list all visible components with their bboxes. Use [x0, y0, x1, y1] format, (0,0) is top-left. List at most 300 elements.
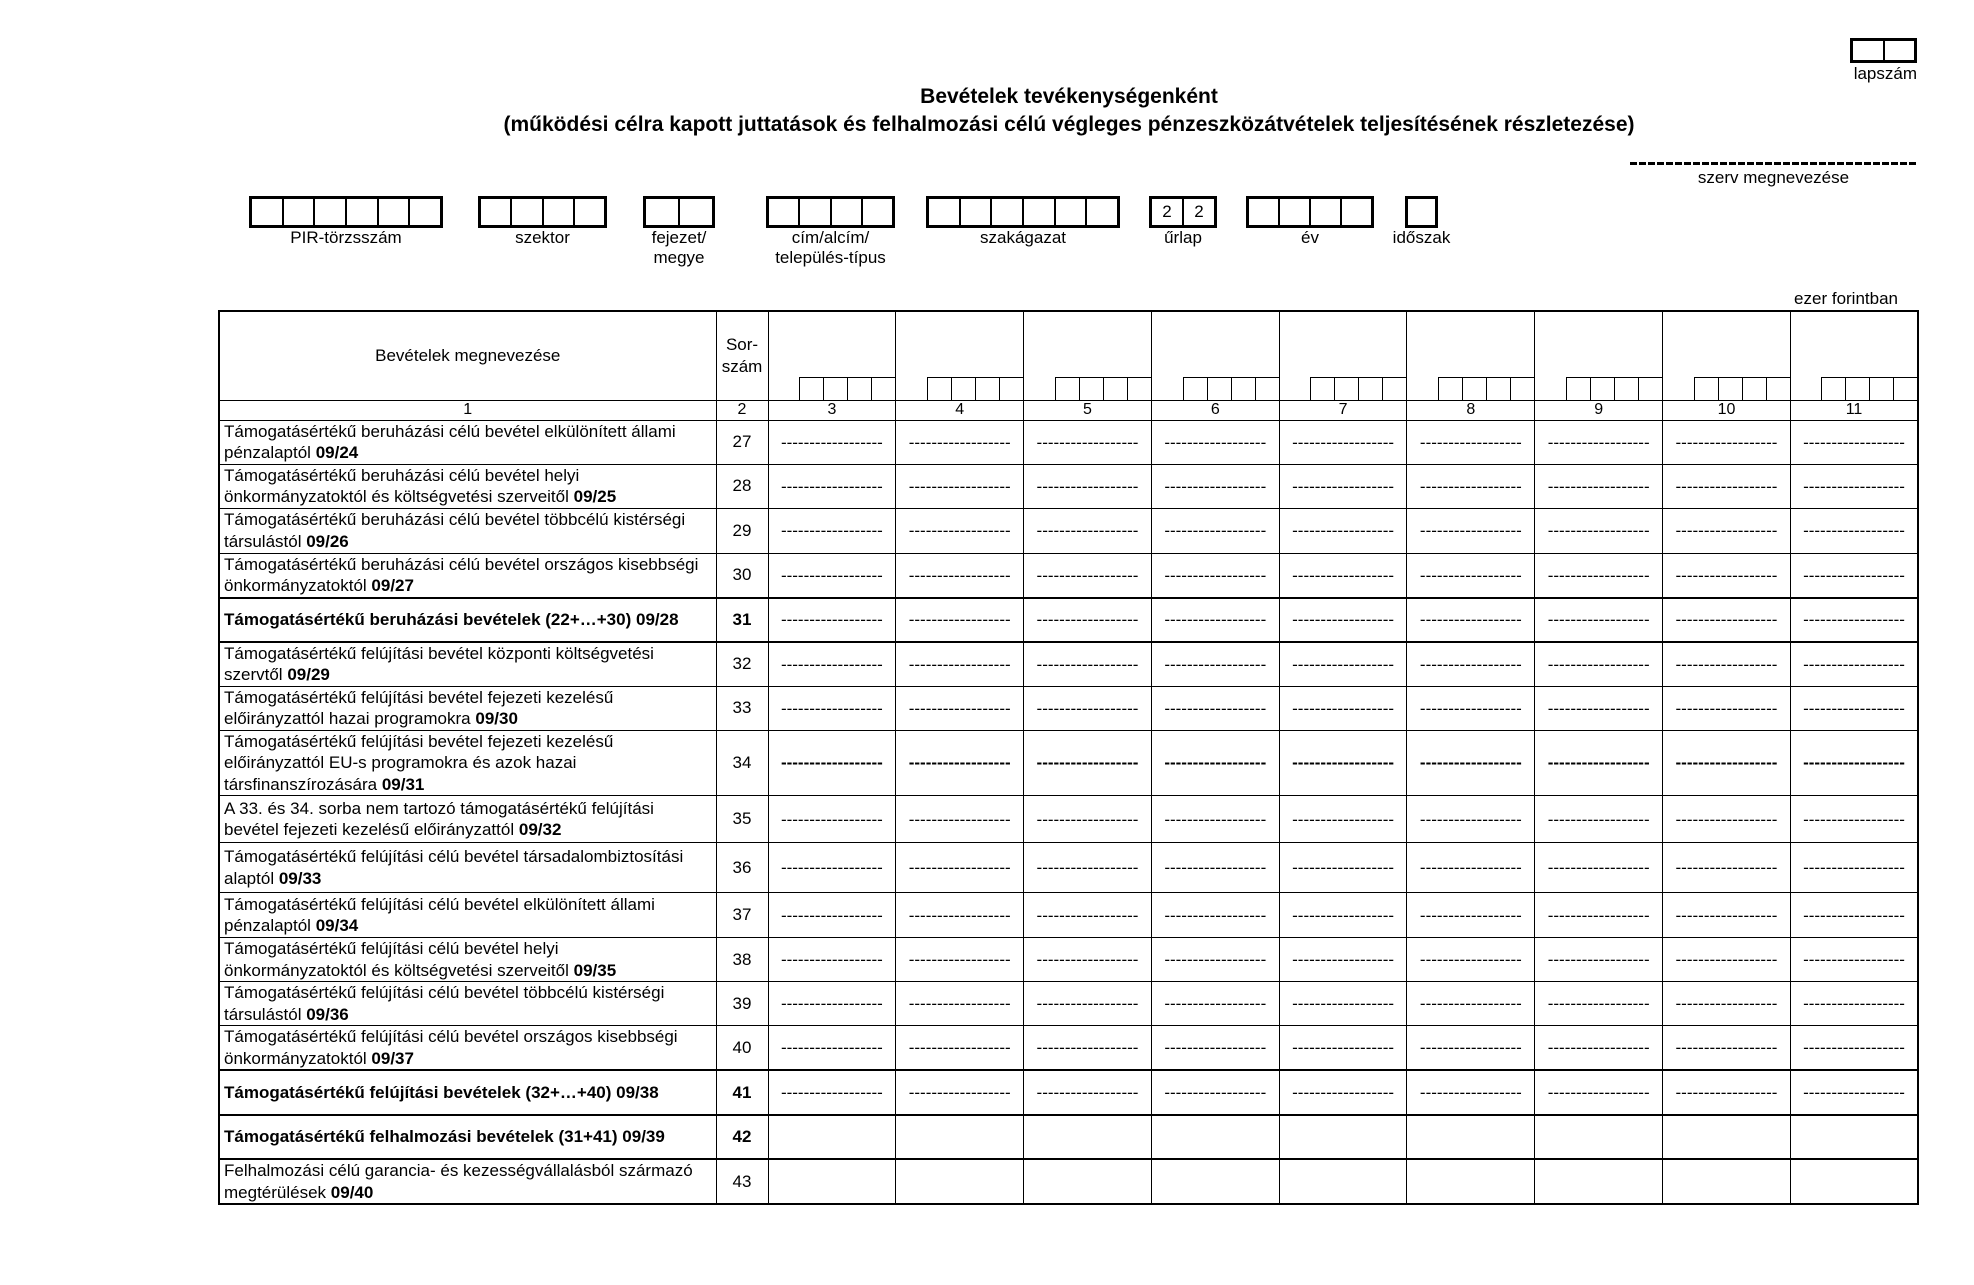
empty-value-mark: ------------------ — [1547, 1039, 1650, 1056]
column-code-digit-input[interactable] — [799, 377, 823, 400]
row-value-cell[interactable] — [768, 420, 896, 464]
column-code-digit-input[interactable] — [1462, 377, 1486, 400]
row-value-cell[interactable] — [1151, 796, 1279, 843]
row-value-cell[interactable] — [1407, 508, 1535, 553]
row-value-cell[interactable] — [1535, 1115, 1663, 1159]
cim-alcim-digit-input[interactable] — [861, 199, 892, 225]
row-value-cell[interactable] — [1535, 464, 1663, 508]
row-label-line — [224, 708, 713, 730]
column-code-digit-input[interactable] — [1694, 377, 1718, 400]
row-value-cell[interactable] — [896, 553, 1024, 598]
row-value-cell[interactable] — [1535, 1070, 1663, 1115]
row-value-cell[interactable] — [896, 796, 1024, 843]
table-row — [219, 938, 1918, 982]
column-code-digit-input[interactable] — [1869, 377, 1893, 400]
row-value-cell[interactable] — [1407, 982, 1535, 1026]
row-value-cell[interactable] — [1151, 642, 1279, 687]
column-number: 8 — [1407, 400, 1535, 420]
szakagazat-digit-input[interactable] — [990, 199, 1022, 225]
row-value-cell[interactable] — [1535, 730, 1663, 796]
row-value-cell[interactable] — [1407, 1115, 1535, 1159]
row-value-cell[interactable] — [1790, 893, 1918, 938]
ev-digit-input[interactable] — [1249, 199, 1278, 225]
pir-torzsszam-digit-input[interactable] — [377, 199, 409, 225]
empty-value-mark: ------------------ — [1547, 477, 1650, 495]
row-value-cell[interactable] — [1790, 1026, 1918, 1071]
row-value-cell[interactable] — [1535, 893, 1663, 938]
row-value-cell[interactable] — [1279, 1070, 1407, 1115]
row-value-cell[interactable] — [1535, 598, 1663, 642]
szakagazat-digit-input[interactable] — [1085, 199, 1117, 225]
column-code-digit-input[interactable] — [1127, 377, 1151, 400]
row-label-text: bevétel fejezeti kezelésű előirányzattól — [224, 820, 515, 839]
szektor-digit-input[interactable] — [542, 199, 573, 225]
column-number: 10 — [1663, 400, 1791, 420]
row-label — [219, 420, 716, 464]
row-value-cell[interactable] — [896, 508, 1024, 553]
row-label-line — [224, 509, 713, 531]
row-value-cell[interactable] — [1279, 893, 1407, 938]
row-label-line — [224, 798, 713, 820]
row-label-text: önkormányzatoktól és költségvetési szerveitől — [224, 487, 569, 506]
row-value-cell[interactable] — [768, 508, 896, 553]
row-value-cell[interactable] — [1024, 1159, 1152, 1204]
row-value-cell[interactable] — [1024, 796, 1152, 843]
row-value-cell[interactable] — [1663, 843, 1791, 893]
szakagazat-digit-input[interactable] — [1054, 199, 1086, 225]
row-value-cell[interactable] — [896, 1070, 1024, 1115]
row-value-cell[interactable] — [768, 686, 896, 730]
row-value-cell[interactable] — [1663, 508, 1791, 553]
fejezet-megye-label-line: fejezet/ — [651, 228, 707, 247]
row-value-cell[interactable] — [768, 553, 896, 598]
row-value-cell[interactable] — [1790, 730, 1918, 796]
empty-value-mark: ------------------ — [908, 655, 1011, 673]
row-value-cell[interactable] — [768, 893, 896, 938]
row-value-cell[interactable] — [1279, 938, 1407, 982]
empty-value-mark: ------------------ — [1292, 433, 1395, 451]
header-revenue-name: Bevételek megnevezése — [219, 311, 716, 400]
row-value-cell[interactable] — [1279, 686, 1407, 730]
row-value-cell[interactable] — [1535, 642, 1663, 687]
column-code-digit-input[interactable] — [1510, 377, 1534, 400]
row-value-cell[interactable] — [1535, 686, 1663, 730]
row-value-cell[interactable] — [1535, 553, 1663, 598]
cim-alcim-digit-input[interactable] — [830, 199, 861, 225]
column-code-digit-input[interactable] — [1055, 377, 1079, 400]
row-value-cell[interactable] — [1663, 553, 1791, 598]
row-value-cell[interactable] — [1407, 938, 1535, 982]
row-value-cell[interactable] — [1279, 508, 1407, 553]
empty-value-mark: ------------------ — [1803, 655, 1905, 673]
row-number: 40 — [716, 1026, 768, 1071]
row-value-cell[interactable] — [1024, 420, 1152, 464]
row-value-cell[interactable] — [1663, 1026, 1791, 1071]
column-code-digit-input[interactable] — [1255, 377, 1279, 400]
row-value-cell[interactable] — [896, 893, 1024, 938]
ev-digit-input[interactable] — [1309, 199, 1340, 225]
column-code-digit-input[interactable] — [1742, 377, 1766, 400]
row-value-cell[interactable] — [896, 1115, 1024, 1159]
row-value-cell[interactable] — [1151, 420, 1279, 464]
row-value-cell[interactable] — [1024, 508, 1152, 553]
row-value-cell[interactable] — [1151, 893, 1279, 938]
row-value-cell[interactable] — [1535, 1026, 1663, 1071]
row-value-cell[interactable] — [768, 464, 896, 508]
row-value-cell[interactable] — [1790, 938, 1918, 982]
empty-value-mark: ------------------ — [1675, 699, 1778, 717]
row-value-cell[interactable] — [1151, 598, 1279, 642]
row-label-text: Támogatásértékű felújítási bevétel fejezeti kezelésű — [224, 731, 614, 751]
szektor-digit-input[interactable] — [510, 199, 541, 225]
empty-value-mark: ------------------ — [1675, 1084, 1778, 1101]
header-row-number-line: szám — [721, 356, 763, 376]
row-value-cell[interactable] — [768, 982, 896, 1026]
sheet-number — [1850, 38, 1917, 83]
row-value-cell[interactable] — [1279, 598, 1407, 642]
szektor-digit-input[interactable] — [481, 199, 510, 225]
sheet-number-digit-input[interactable] — [1853, 41, 1883, 60]
row-label-line — [224, 643, 713, 665]
row-value-cell[interactable] — [1279, 1115, 1407, 1159]
row-value-cell[interactable] — [1663, 464, 1791, 508]
row-value-cell[interactable] — [1790, 982, 1918, 1026]
row-value-cell[interactable] — [1407, 686, 1535, 730]
row-value-cell[interactable] — [1535, 796, 1663, 843]
row-value-cell[interactable] — [1407, 464, 1535, 508]
row-value-cell[interactable] — [1407, 1159, 1535, 1204]
row-value-cell[interactable] — [1663, 982, 1791, 1026]
row-value-cell[interactable] — [1407, 598, 1535, 642]
row-value-cell[interactable] — [1663, 598, 1791, 642]
column-code-digit-input[interactable] — [1566, 377, 1590, 400]
row-value-cell[interactable] — [1024, 553, 1152, 598]
row-value-cell[interactable] — [1407, 420, 1535, 464]
urlap-digit-input[interactable]: 2 — [1182, 199, 1214, 225]
row-label-line — [224, 819, 713, 841]
row-value-cell[interactable] — [1279, 730, 1407, 796]
column-number: 7 — [1279, 400, 1407, 420]
row-code: 09/33 — [278, 868, 322, 888]
row-value-cell[interactable] — [1535, 508, 1663, 553]
column-number: 4 — [896, 400, 1024, 420]
row-value-cell[interactable] — [768, 1070, 896, 1115]
row-value-cell[interactable] — [896, 982, 1024, 1026]
row-value-cell[interactable] — [1151, 982, 1279, 1026]
empty-value-mark: ------------------ — [1675, 995, 1778, 1012]
row-value-cell[interactable] — [1535, 1159, 1663, 1204]
table-row — [219, 730, 1918, 796]
row-number: 36 — [716, 843, 768, 893]
row-value-cell[interactable] — [768, 730, 896, 796]
empty-value-mark: ------------------ — [1803, 810, 1905, 828]
column-code-digit-input[interactable] — [951, 377, 975, 400]
row-value-cell[interactable] — [1024, 1070, 1152, 1115]
row-value-cell[interactable] — [1151, 730, 1279, 796]
pir-torzsszam-digit-input[interactable] — [313, 199, 345, 225]
empty-value-mark: ------------------ — [908, 754, 1011, 772]
table-row — [219, 553, 1918, 598]
row-value-cell[interactable] — [1024, 464, 1152, 508]
empty-value-mark: ------------------ — [908, 859, 1011, 876]
row-value-cell[interactable] — [1407, 893, 1535, 938]
row-label-text: társulástól — [224, 531, 302, 551]
column-code-digit-input[interactable] — [1382, 377, 1406, 400]
row-value-cell[interactable] — [1151, 686, 1279, 730]
row-value-cell[interactable] — [1663, 1115, 1791, 1159]
row-value-cell[interactable] — [1663, 796, 1791, 843]
empty-value-mark: ------------------ — [1292, 655, 1395, 673]
row-label-text: társulástól — [224, 1004, 302, 1024]
row-value-cell[interactable] — [1024, 1115, 1152, 1159]
row-value-cell[interactable] — [1790, 1159, 1918, 1204]
row-value-cell[interactable] — [1407, 1026, 1535, 1071]
row-value-cell[interactable] — [1151, 1070, 1279, 1115]
column-code-digit-input[interactable] — [1231, 377, 1255, 400]
column-number: 3 — [768, 400, 896, 420]
row-value-cell[interactable] — [1279, 464, 1407, 508]
fejezet-megye-digit-input[interactable] — [646, 199, 678, 225]
row-value-cell[interactable] — [1279, 420, 1407, 464]
row-value-cell[interactable] — [1024, 686, 1152, 730]
empty-value-mark: ------------------ — [780, 810, 883, 828]
column-code-digit-input[interactable] — [1310, 377, 1334, 400]
row-value-cell[interactable] — [1790, 843, 1918, 893]
row-value-cell[interactable] — [768, 1026, 896, 1071]
row-value-cell[interactable] — [1407, 553, 1535, 598]
cim-alcim-digit-input[interactable] — [798, 199, 829, 225]
row-value-cell[interactable] — [1663, 1159, 1791, 1204]
ev-label-line: év — [1301, 228, 1319, 247]
row-value-cell[interactable] — [1407, 730, 1535, 796]
column-code-digit-input[interactable] — [1438, 377, 1462, 400]
row-value-cell[interactable] — [1790, 796, 1918, 843]
empty-value-mark: ------------------ — [908, 477, 1011, 495]
row-value-cell[interactable] — [1024, 843, 1152, 893]
cim-alcim-digit-input[interactable] — [769, 199, 798, 225]
row-value-cell[interactable] — [768, 938, 896, 982]
row-value-cell[interactable] — [1279, 982, 1407, 1026]
row-value-cell[interactable] — [1790, 1115, 1918, 1159]
row-value-cell[interactable] — [1279, 642, 1407, 687]
column-code-digit-input[interactable] — [1358, 377, 1382, 400]
column-code-digit-input[interactable] — [871, 377, 895, 400]
row-value-cell[interactable] — [1151, 464, 1279, 508]
row-value-cell[interactable] — [1663, 1070, 1791, 1115]
row-value-cell[interactable] — [896, 686, 1024, 730]
row-value-cell[interactable] — [896, 1159, 1024, 1204]
row-value-cell[interactable] — [896, 1026, 1024, 1071]
column-code-digit-input[interactable] — [1821, 377, 1845, 400]
row-value-cell[interactable] — [1790, 598, 1918, 642]
row-label-line — [224, 982, 713, 1004]
row-value-cell[interactable] — [1790, 1070, 1918, 1115]
row-value-cell[interactable] — [1663, 642, 1791, 687]
row-label — [219, 508, 716, 553]
row-label-line — [224, 531, 713, 553]
row-code: 09/32 — [518, 820, 562, 839]
row-value-cell[interactable] — [1151, 1159, 1279, 1204]
empty-value-mark: ------------------ — [1803, 1039, 1905, 1056]
column-code-digit-input[interactable] — [1638, 377, 1662, 400]
row-value-cell[interactable] — [896, 642, 1024, 687]
column-code-digit-input[interactable] — [1590, 377, 1614, 400]
row-label-text: előirányzattól EU-s programokra és azok hazai — [224, 753, 577, 772]
column-code-digit-input[interactable] — [999, 377, 1023, 400]
row-value-cell[interactable] — [1790, 642, 1918, 687]
column-code-digit-input[interactable] — [1486, 377, 1510, 400]
fejezet-megye-digit-input[interactable] — [678, 199, 712, 225]
column-code-digit-input[interactable] — [1845, 377, 1869, 400]
row-value-cell[interactable] — [1279, 843, 1407, 893]
row-value-cell[interactable] — [1535, 938, 1663, 982]
row-value-cell[interactable] — [1024, 938, 1152, 982]
row-value-cell[interactable] — [1535, 982, 1663, 1026]
sheet-number-digit-input[interactable] — [1883, 41, 1915, 60]
column-code-digit-input[interactable] — [1718, 377, 1742, 400]
row-number: 32 — [716, 642, 768, 687]
pir-torzsszam-digit-input[interactable] — [252, 199, 282, 225]
szakagazat-digit-input[interactable] — [929, 199, 959, 225]
szakagazat-digit-input[interactable] — [959, 199, 991, 225]
row-value-cell[interactable] — [1151, 553, 1279, 598]
row-value-cell[interactable] — [768, 1115, 896, 1159]
row-value-cell[interactable] — [1151, 843, 1279, 893]
empty-value-mark: ------------------ — [1036, 566, 1139, 584]
row-value-cell[interactable] — [1024, 982, 1152, 1026]
column-code-digit-input[interactable] — [847, 377, 871, 400]
row-value-cell[interactable] — [1151, 938, 1279, 982]
row-value-cell[interactable] — [896, 843, 1024, 893]
row-value-cell[interactable] — [1279, 553, 1407, 598]
row-value-cell[interactable] — [1535, 420, 1663, 464]
row-value-cell[interactable] — [1024, 1026, 1152, 1071]
organization-name-field — [1630, 162, 1917, 188]
row-value-cell[interactable] — [1024, 642, 1152, 687]
row-value-cell[interactable] — [1663, 420, 1791, 464]
column-code-digit-input[interactable] — [1614, 377, 1638, 400]
column-code-digit-input[interactable] — [1103, 377, 1127, 400]
row-value-cell[interactable] — [1279, 1026, 1407, 1071]
ev-digit-input[interactable] — [1278, 199, 1309, 225]
row-value-cell[interactable] — [768, 796, 896, 843]
row-value-cell[interactable] — [1407, 642, 1535, 687]
row-value-cell[interactable] — [768, 1159, 896, 1204]
column-code-digit-input[interactable] — [1334, 377, 1358, 400]
row-label-text: pénzalaptól — [224, 916, 311, 935]
column-code-boxes — [1024, 377, 1151, 400]
empty-value-mark: ------------------ — [1292, 859, 1395, 876]
organization-name-input[interactable] — [1630, 162, 1917, 165]
empty-value-mark: ------------------ — [780, 655, 883, 673]
row-value-cell[interactable] — [768, 598, 896, 642]
empty-value-mark: ------------------ — [908, 810, 1011, 828]
row-value-cell[interactable] — [1407, 1070, 1535, 1115]
table-row — [219, 1070, 1918, 1115]
row-value-cell[interactable] — [1663, 730, 1791, 796]
column-code-boxes — [1791, 377, 1917, 400]
row-value-cell[interactable] — [1151, 1115, 1279, 1159]
column-code-boxes — [1280, 377, 1407, 400]
row-code: 09/27 — [371, 576, 414, 595]
row-code: 09/26 — [306, 531, 349, 551]
ev-digit-input[interactable] — [1340, 199, 1371, 225]
header-value-column — [1279, 311, 1407, 400]
row-label-text: társfinanszírozására — [224, 774, 378, 794]
row-value-cell[interactable] — [1279, 796, 1407, 843]
idoszak-digit-input[interactable] — [1408, 199, 1435, 225]
column-code-digit-input[interactable] — [1183, 377, 1207, 400]
column-code-digit-input[interactable] — [1893, 377, 1917, 400]
empty-value-mark: ------------------ — [908, 611, 1011, 628]
row-value-cell[interactable] — [896, 730, 1024, 796]
row-value-cell[interactable] — [896, 420, 1024, 464]
row-label — [219, 1070, 716, 1115]
szektor-digit-input[interactable] — [573, 199, 604, 225]
column-code-boxes — [1152, 377, 1279, 400]
row-value-cell[interactable] — [1024, 598, 1152, 642]
row-value-cell[interactable] — [768, 642, 896, 687]
empty-value-mark: ------------------ — [1164, 995, 1267, 1012]
row-label-line — [224, 1182, 713, 1204]
row-value-cell[interactable] — [1279, 1159, 1407, 1204]
column-code-digit-input[interactable] — [823, 377, 847, 400]
row-label-text: Támogatásértékű felújítási célú bevétel elkülönített állami — [224, 894, 655, 914]
column-code-digit-input[interactable] — [1079, 377, 1103, 400]
row-value-cell[interactable] — [1790, 508, 1918, 553]
row-value-cell[interactable] — [1151, 1026, 1279, 1071]
pir-torzsszam-digit-input[interactable] — [282, 199, 314, 225]
row-value-cell[interactable] — [1663, 938, 1791, 982]
row-value-cell[interactable] — [1024, 893, 1152, 938]
empty-value-mark: ------------------ — [1292, 611, 1395, 628]
row-value-cell[interactable] — [1790, 420, 1918, 464]
row-value-cell[interactable] — [1151, 508, 1279, 553]
row-value-cell[interactable] — [1790, 553, 1918, 598]
column-code-digit-input[interactable] — [1766, 377, 1790, 400]
row-label-line — [224, 687, 713, 709]
row-value-cell[interactable] — [1535, 843, 1663, 893]
row-value-cell[interactable] — [1663, 893, 1791, 938]
empty-value-mark: ------------------ — [1292, 906, 1395, 924]
column-code-digit-input[interactable] — [975, 377, 999, 400]
row-value-cell[interactable] — [1024, 730, 1152, 796]
pir-torzsszam-digit-input[interactable] — [408, 199, 440, 225]
empty-value-mark: ------------------ — [1675, 433, 1778, 451]
row-value-cell[interactable] — [768, 843, 896, 893]
empty-value-mark: ------------------ — [1419, 477, 1522, 495]
column-code-digit-input[interactable] — [1207, 377, 1231, 400]
empty-value-mark: ------------------ — [1803, 699, 1905, 717]
pir-torzsszam-digit-input[interactable] — [345, 199, 377, 225]
row-value-cell[interactable] — [1407, 796, 1535, 843]
row-value-cell[interactable] — [896, 464, 1024, 508]
szakagazat-digit-input[interactable] — [1022, 199, 1054, 225]
sheet-number-boxes — [1850, 38, 1917, 63]
row-value-cell[interactable] — [1790, 464, 1918, 508]
fejezet-megye-label — [652, 228, 707, 268]
row-value-cell[interactable] — [896, 598, 1024, 642]
row-value-cell[interactable] — [896, 938, 1024, 982]
header-value-column — [1790, 311, 1918, 400]
empty-value-mark: ------------------ — [908, 906, 1011, 924]
urlap-digit-input[interactable]: 2 — [1162, 202, 1172, 221]
column-code-digit-input[interactable] — [927, 377, 951, 400]
empty-value-mark: ------------------ — [1036, 754, 1139, 772]
row-value-cell[interactable] — [1663, 686, 1791, 730]
row-value-cell[interactable] — [1407, 843, 1535, 893]
row-value-cell[interactable] — [1790, 686, 1918, 730]
